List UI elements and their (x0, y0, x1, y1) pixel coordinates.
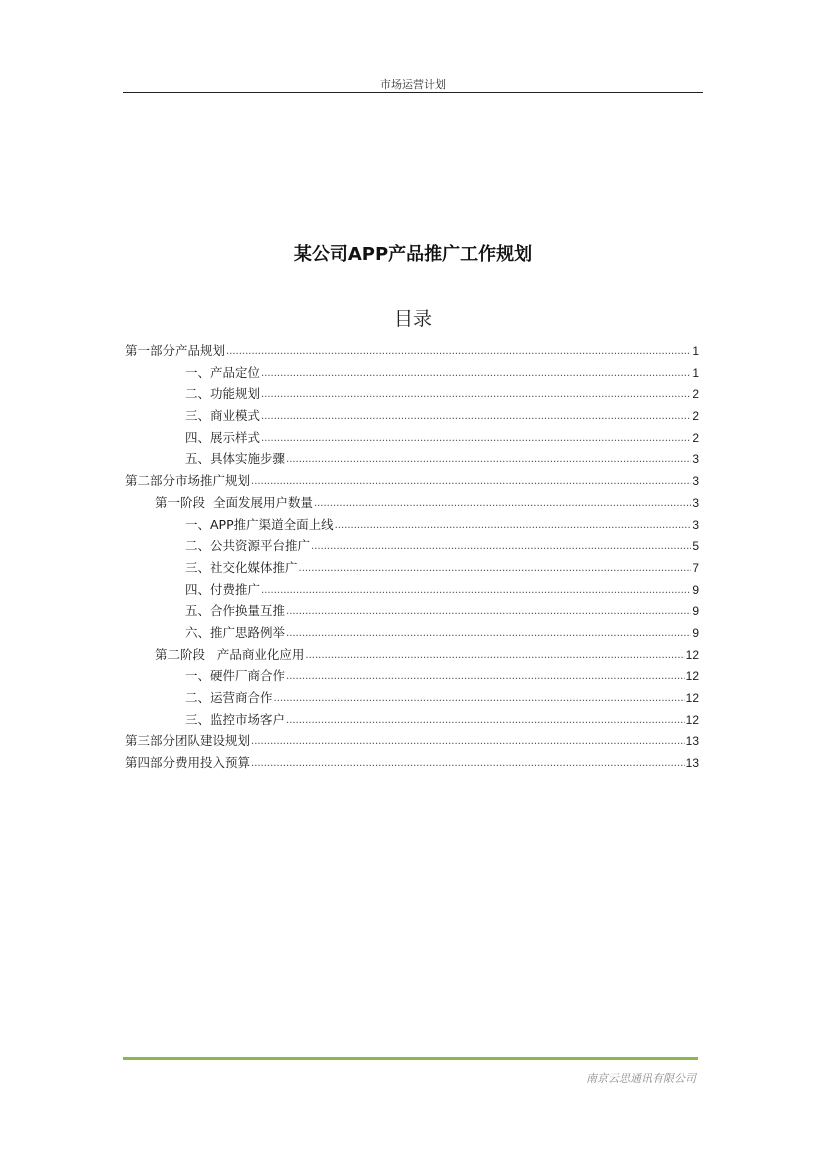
toc-leader-dots (286, 623, 691, 645)
toc-entry[interactable] (125, 644, 699, 666)
toc-leader-dots (314, 493, 691, 515)
toc-entry-text: 第四部分费用投入预算 (125, 755, 251, 771)
toc-entry-text: 五、合作换量互推 (185, 603, 286, 619)
toc-entry-page: 12 (685, 669, 699, 684)
toc-entry-page: 2 (692, 430, 699, 445)
toc-leader-dots (286, 449, 691, 471)
toc-entry-page: 3 (692, 517, 699, 532)
toc-leader-dots (261, 406, 691, 428)
toc-entry-page: 3 (692, 474, 699, 489)
toc-entry-page: 2 (692, 387, 699, 402)
toc-entry-page: 13 (685, 734, 699, 749)
toc-entry[interactable] (125, 665, 699, 687)
toc-entry[interactable] (125, 730, 699, 752)
toc-entry-page: 1 (692, 344, 699, 358)
toc-leader-dots (299, 558, 692, 580)
toc-entry[interactable] (125, 427, 699, 449)
toc-entry-text: 一、硬件厂商合作 (185, 668, 286, 684)
toc-leader-dots (286, 601, 691, 623)
toc-entry-text: 二、运营商合作 (185, 690, 273, 705)
toc-entry[interactable] (125, 600, 699, 622)
toc-entry-page: 9 (692, 625, 699, 640)
toc-entry-page: 1 (692, 365, 699, 380)
toc-leader-dots (286, 666, 685, 688)
toc-entry-page: 9 (692, 604, 699, 619)
toc-leader-dots (261, 363, 691, 385)
toc-entry[interactable] (125, 557, 699, 579)
toc-entry-text: 第一部分产品规划 (125, 343, 226, 358)
toc-entry-text: 三、社交化媒体推广 (185, 559, 298, 575)
toc-heading: 目录 (393, 308, 432, 330)
toc-entry[interactable] (125, 362, 699, 384)
toc-entry-page: 12 (685, 691, 699, 705)
toc-entry-text: 第三部分团队建设规划 (125, 733, 251, 749)
toc-entry[interactable] (125, 514, 699, 536)
toc-entry-text: 一、产品定位 (185, 364, 261, 380)
table-of-contents (125, 340, 699, 774)
toc-leader-dots (335, 515, 692, 537)
toc-leader-dots (305, 645, 684, 667)
toc-leader-dots (311, 536, 691, 558)
toc-entry-page: 7 (692, 560, 699, 575)
toc-entry-text: 第一阶段 全面发展用户数量 (155, 494, 313, 510)
toc-entry[interactable] (125, 492, 699, 514)
footer-company: 南京云思通讯有限公司 (586, 1072, 696, 1085)
toc-leader-dots (286, 710, 685, 732)
document-title: 某公司APP产品推广工作规划 (293, 244, 533, 265)
toc-entry[interactable] (125, 383, 699, 405)
toc-leader-dots (274, 688, 685, 710)
toc-entry[interactable] (125, 622, 699, 644)
toc-entry-page: 12 (685, 712, 699, 727)
toc-entry-page: 12 (685, 647, 699, 662)
toc-entry[interactable] (125, 752, 699, 774)
toc-leader-dots (251, 471, 691, 493)
toc-entry-page: 13 (685, 756, 699, 771)
toc-entry-text: 第二阶段 产品商业化应用 (155, 646, 305, 662)
toc-entry-text: 三、监控市场客户 (185, 711, 286, 727)
toc-entry-text: 四、展示样式 (185, 429, 261, 445)
toc-entry-text: 六、推广思路例举 (185, 624, 286, 640)
header-divider (123, 92, 703, 93)
toc-entry-page: 2 (692, 409, 699, 424)
toc-entry[interactable] (125, 687, 699, 709)
toc-entry-text: 三、商业模式 (185, 408, 261, 424)
toc-entry-page: 9 (692, 582, 699, 597)
toc-entry[interactable] (125, 340, 699, 362)
toc-entry-text: 一、APP推广渠道全面上线 (185, 516, 334, 532)
toc-leader-dots (261, 428, 691, 450)
page-header: 市场运营计划 (380, 78, 446, 91)
toc-leader-dots (251, 753, 685, 775)
toc-entry[interactable] (125, 709, 699, 731)
footer-divider (123, 1057, 698, 1060)
toc-entry-text: 五、具体实施步骤 (185, 451, 286, 467)
toc-entry[interactable] (125, 405, 699, 427)
toc-entry-page: 3 (692, 452, 699, 467)
toc-entry-text: 二、功能规划 (185, 386, 261, 402)
toc-leader-dots (261, 580, 691, 602)
toc-entry-page: 3 (692, 495, 699, 510)
toc-leader-dots (261, 384, 691, 406)
toc-entry[interactable] (125, 579, 699, 601)
toc-entry[interactable] (125, 470, 699, 492)
toc-entry-text: 第二部分市场推广规划 (125, 473, 251, 489)
toc-entry-text: 二、公共资源平台推广 (185, 538, 311, 554)
toc-leader-dots (226, 341, 691, 363)
toc-entry-text: 四、付费推广 (185, 581, 261, 597)
toc-entry[interactable] (125, 448, 699, 470)
toc-entry-page: 5 (692, 539, 699, 554)
toc-entry[interactable] (125, 535, 699, 557)
toc-leader-dots (251, 731, 685, 753)
